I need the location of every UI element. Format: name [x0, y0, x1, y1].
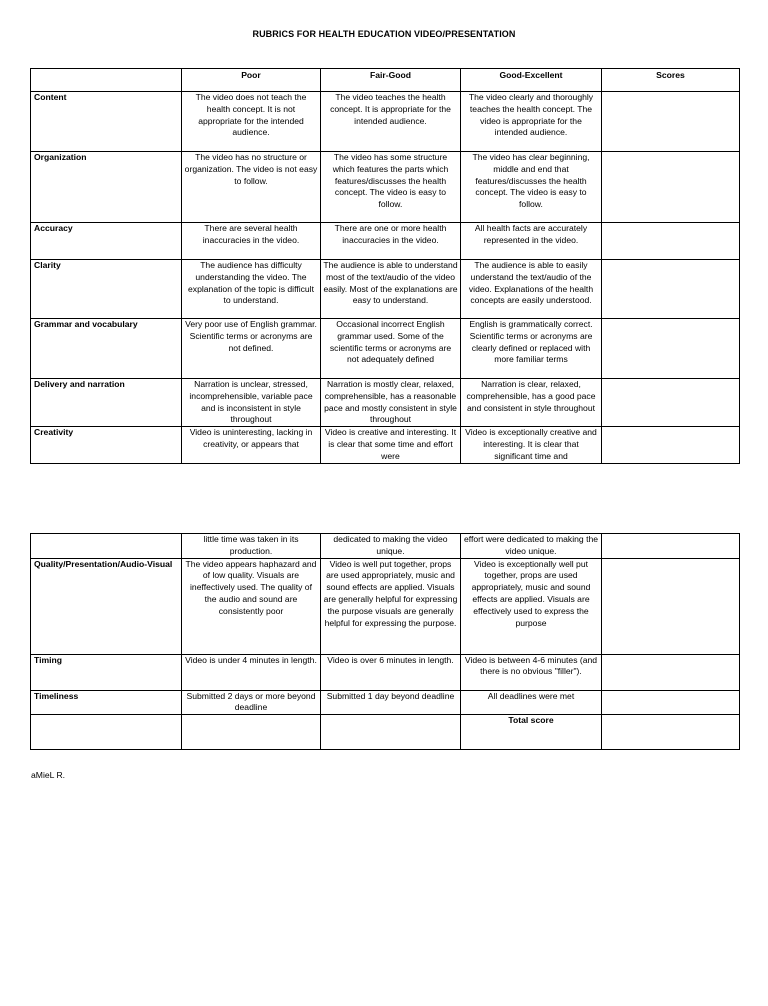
criterion-label: Delivery and narration [31, 379, 182, 427]
table-row [31, 654, 740, 690]
score-cell[interactable] [602, 690, 740, 715]
total-score-cell[interactable] [602, 715, 740, 750]
header-criterion-cell [31, 69, 182, 92]
fair-good-cell: There are one or more health inaccuracies in the video. [321, 223, 461, 260]
total-score-label: Total score [461, 715, 602, 750]
good-excellent-cell: Video is exceptionally creative and interesting. It is clear that significant time and [461, 427, 602, 464]
poor-cell: The audience has difficulty understanding the video. The explanation of the topic is difficult to understand. [182, 260, 321, 319]
poor-cell [182, 715, 321, 750]
table-row [31, 379, 740, 427]
table-row [31, 534, 740, 559]
score-cell[interactable] [602, 427, 740, 464]
header-good-excellent: Good-Excellent [461, 69, 602, 92]
fair-good-cell: Video is well put together, props are used appropriately, music and sound effects are applied. Visuals are generally helpful for expressing the purpose visuals are generally helpful for expressing the purpose. [321, 558, 461, 654]
good-excellent-cell: English is grammatically correct. Scientific terms or acronyms are clearly defined or replaced with more familiar terms [461, 319, 602, 379]
good-excellent-cell: The video has clear beginning, middle and end that features/discusses the health concept. The video is easy to follow. [461, 152, 602, 223]
score-cell[interactable] [602, 152, 740, 223]
poor-cell: Video is under 4 minutes in length. [182, 654, 321, 690]
criterion-label: Creativity [31, 427, 182, 464]
score-cell[interactable] [602, 319, 740, 379]
fair-good-cell: The video has some structure which features the parts which features/discusses the health concept. The video is easy to follow. [321, 152, 461, 223]
table-row [31, 260, 740, 319]
header-scores: Scores [602, 69, 740, 92]
good-excellent-cell: The video clearly and thoroughly teaches the health concept. The video is appropriate for the intended audience. [461, 92, 602, 152]
score-cell[interactable] [602, 534, 740, 559]
table-row [31, 92, 740, 152]
poor-cell: The video does not teach the health concept. It is not appropriate for the intended audience. [182, 92, 321, 152]
criterion-label: Grammar and vocabulary [31, 319, 182, 379]
good-excellent-cell: All health facts are accurately represented in the video. [461, 223, 602, 260]
header-fair-good: Fair-Good [321, 69, 461, 92]
fair-good-cell: dedicated to making the video unique. [321, 534, 461, 559]
table-row [31, 223, 740, 260]
score-cell[interactable] [602, 223, 740, 260]
fair-good-cell: Occasional incorrect English grammar used. Some of the scientific terms or acronyms are not adequately defined [321, 319, 461, 379]
header-poor: Poor [182, 69, 321, 92]
rubric-table-part-1 [30, 68, 740, 464]
document-title: RUBRICS FOR HEALTH EDUCATION VIDEO/PRESENTATION [252, 29, 516, 39]
score-cell[interactable] [602, 379, 740, 427]
table-row [31, 152, 740, 223]
poor-cell: The video appears haphazard and of low quality. Visuals are ineffectively used. The quality of the audio and sound are consistently poor [182, 558, 321, 654]
fair-good-cell: Video is over 6 minutes in length. [321, 654, 461, 690]
fair-good-cell [321, 715, 461, 750]
table-row [31, 427, 740, 464]
good-excellent-cell: effort were dedicated to making the video unique. [461, 534, 602, 559]
poor-cell: Video is uninteresting, lacking in creativity, or appears that [182, 427, 321, 464]
criterion-label [31, 534, 182, 559]
poor-cell: Narration is unclear, stressed, incomprehensible, variable pace and is inconsistent in style throughout [182, 379, 321, 427]
poor-cell: Very poor use of English grammar. Scientific terms or acronyms are not defined. [182, 319, 321, 379]
good-excellent-cell: Video is exceptionally well put together, props are used appropriately, music and sound effects are applied. Visuals are effectively used to express the purpose [461, 558, 602, 654]
poor-cell: little time was taken in its production. [182, 534, 321, 559]
criterion-label [31, 715, 182, 750]
good-excellent-cell: The audience is able to easily understand the text/audio of the video. Explanations of the health concepts are easily understood. [461, 260, 602, 319]
total-row [31, 715, 740, 750]
criterion-label: Timeliness [31, 690, 182, 715]
criterion-label: Content [31, 92, 182, 152]
table-row [31, 558, 740, 654]
author-name: aMieL R. [31, 770, 66, 780]
criterion-label: Organization [31, 152, 182, 223]
good-excellent-cell: Video is between 4-6 minutes (and there is no obvious "filler"). [461, 654, 602, 690]
poor-cell: There are several health inaccuracies in the video. [182, 223, 321, 260]
poor-cell: Submitted 2 days or more beyond deadline [182, 690, 321, 715]
table-row [31, 319, 740, 379]
criterion-label: Accuracy [31, 223, 182, 260]
header-row [31, 69, 740, 92]
score-cell[interactable] [602, 92, 740, 152]
rubric-table-part-2 [30, 533, 740, 750]
score-cell[interactable] [602, 654, 740, 690]
fair-good-cell: Submitted 1 day beyond deadline [321, 690, 461, 715]
fair-good-cell: The audience is able to understand most of the text/audio of the video easily. Most of the explanations are easy to understand. [321, 260, 461, 319]
score-cell[interactable] [602, 558, 740, 654]
poor-cell: The video has no structure or organization. The video is not easy to follow. [182, 152, 321, 223]
fair-good-cell: The video teaches the health concept. It is appropriate for the intended audience. [321, 92, 461, 152]
fair-good-cell: Narration is mostly clear, relaxed, comprehensible, has a reasonable pace and mostly consistent in style throughout [321, 379, 461, 427]
good-excellent-cell: All deadlines were met [461, 690, 602, 715]
criterion-label: Timing [31, 654, 182, 690]
criterion-label: Clarity [31, 260, 182, 319]
criterion-label: Quality/Presentation/Audio-Visual [31, 558, 182, 654]
fair-good-cell: Video is creative and interesting. It is clear that some time and effort were [321, 427, 461, 464]
good-excellent-cell: Narration is clear, relaxed, comprehensible, has a good pace and consistent in style throughout [461, 379, 602, 427]
table-row [31, 690, 740, 715]
score-cell[interactable] [602, 260, 740, 319]
